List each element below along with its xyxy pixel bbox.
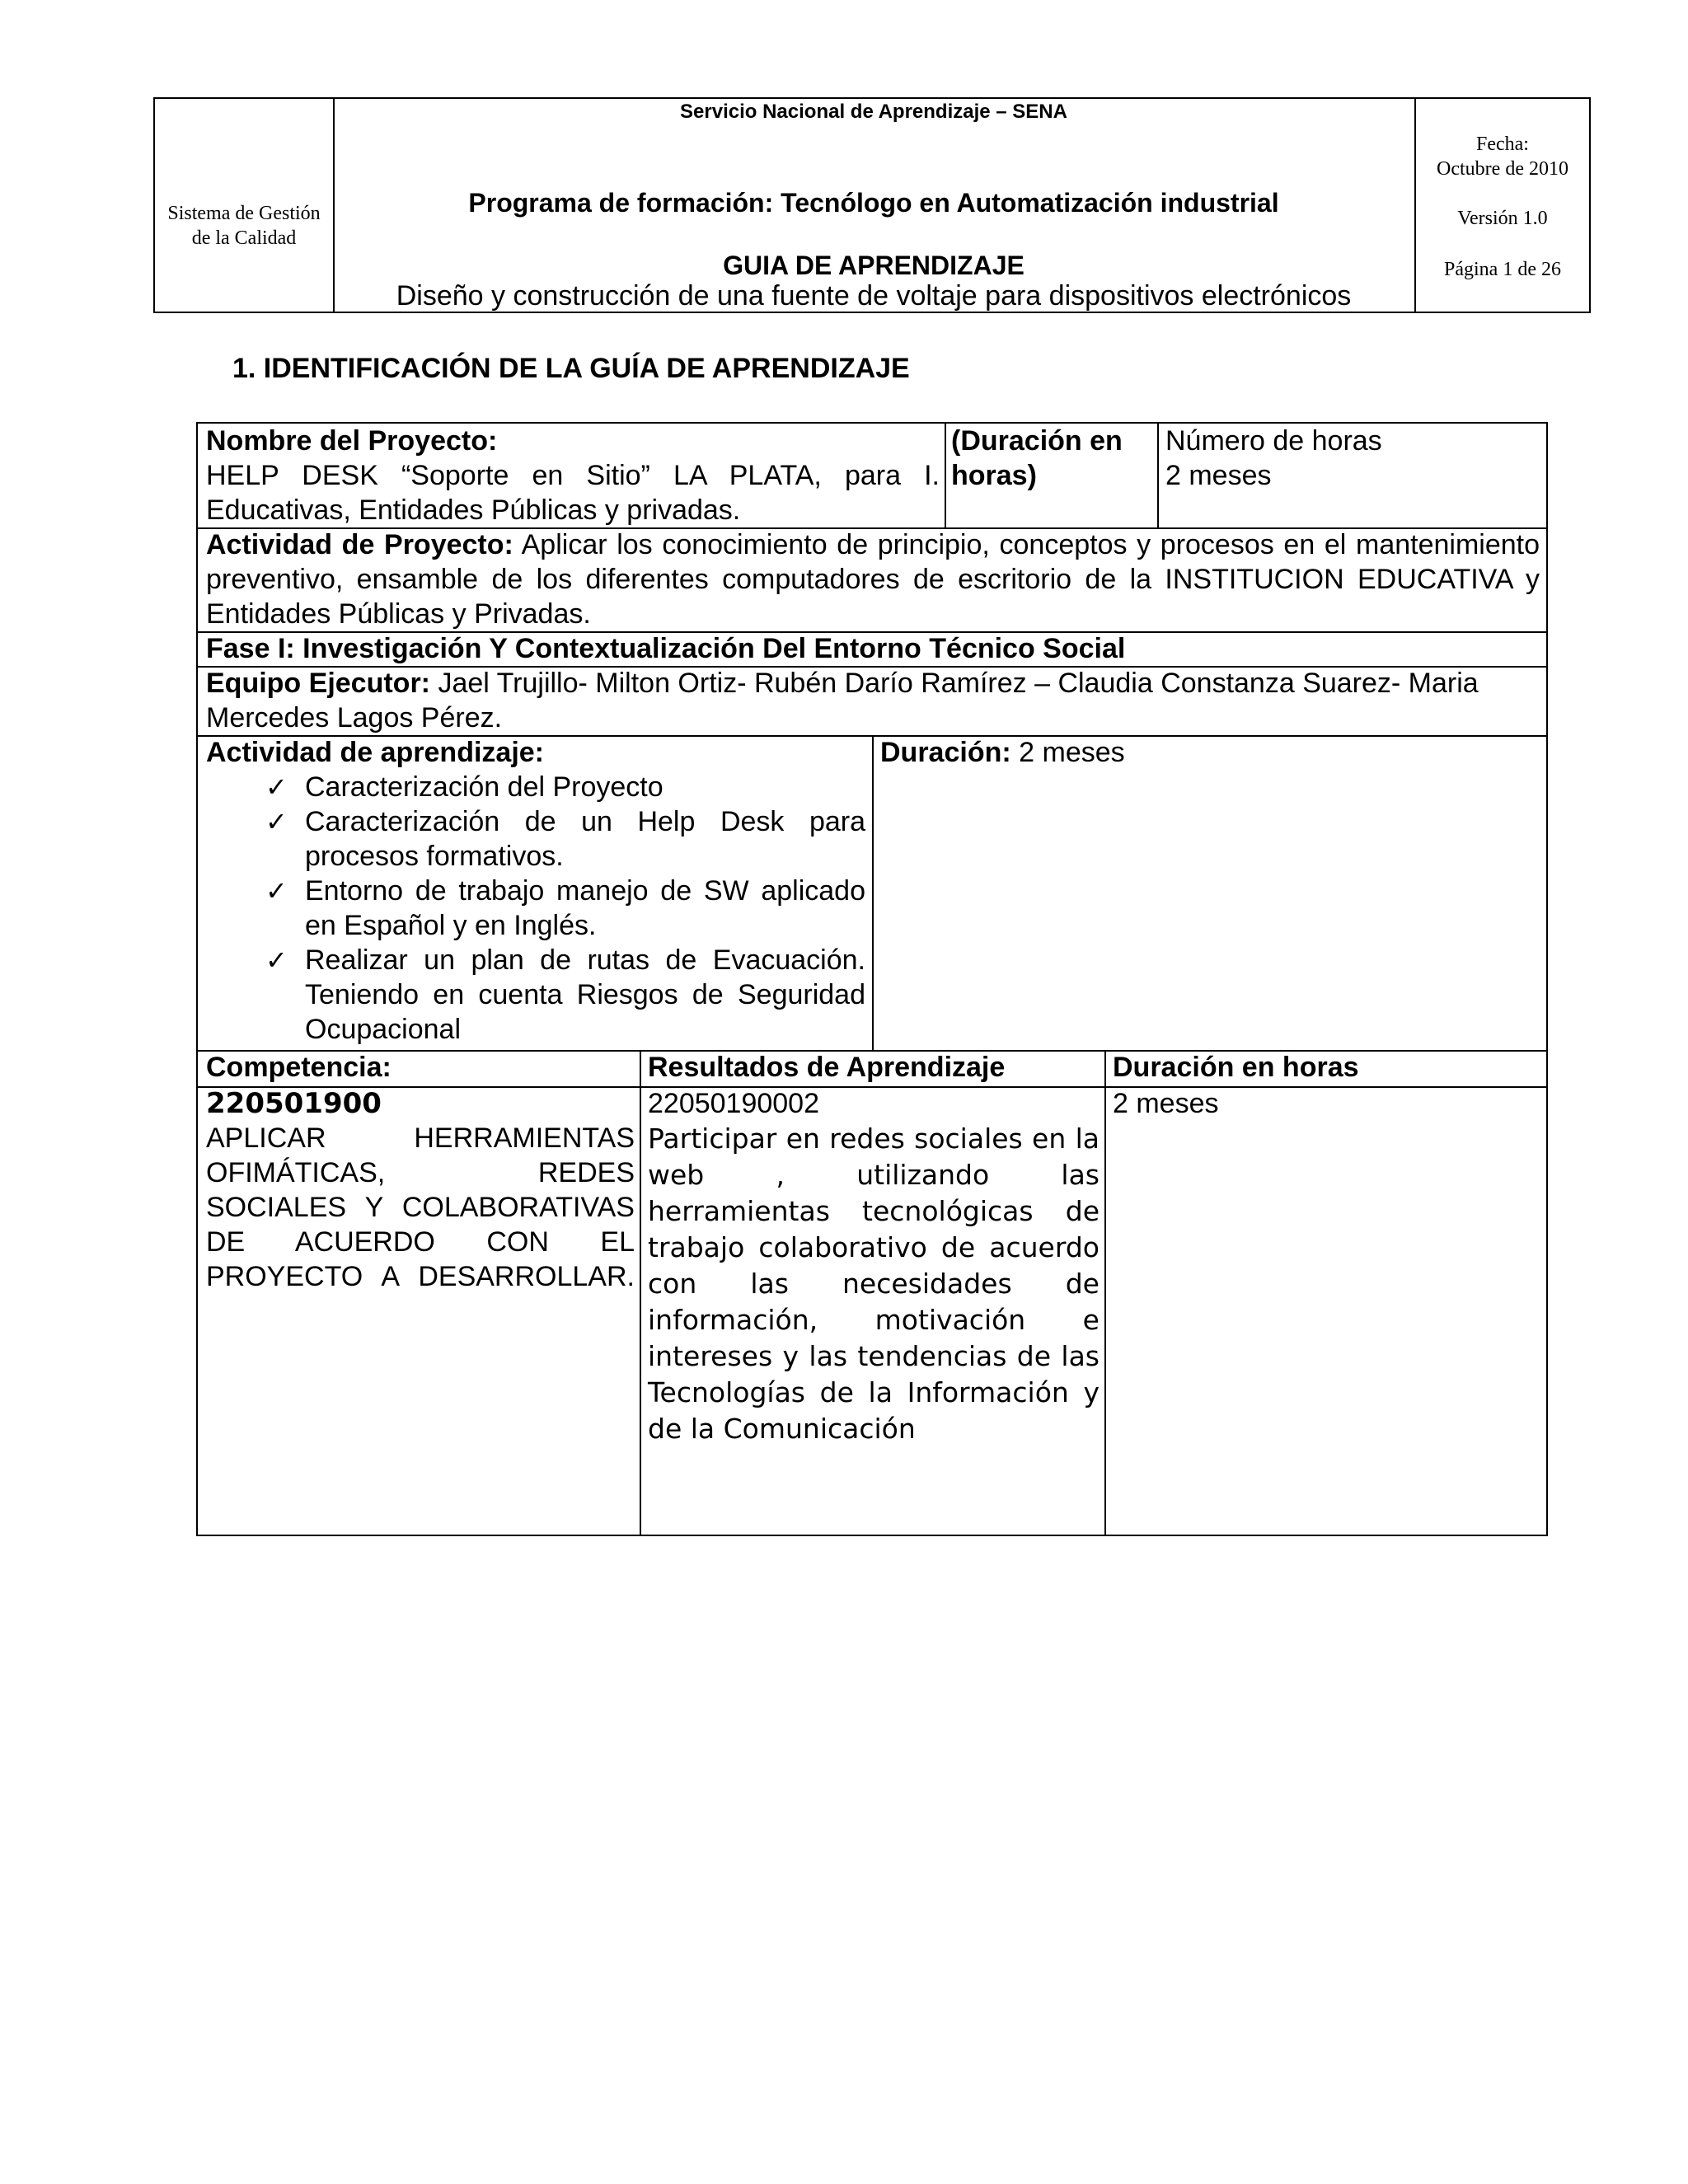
program-title: Programa de formación: Tecnólogo en Automatización industrial (468, 188, 1279, 218)
learning-duration-cell (880, 735, 1540, 770)
competence-hours: 2 meses (1113, 1088, 1219, 1119)
team-cell (206, 666, 1540, 735)
list-item (206, 770, 865, 804)
duration-hours-label: (Duración en horas) (951, 425, 1123, 491)
hours-header: Duración en horas (1113, 1052, 1359, 1083)
project-name-value: HELP DESK “Soporte en Sitio” LA PLATA, para I. Educativas, Entidades Públicas y privadas. (206, 460, 940, 526)
phase-title: Fase I: Investigación Y Contextualización Del Entorno Técnico Social (206, 633, 1126, 664)
date-value: Octubre de 2010 (1437, 158, 1568, 180)
version-label: Versión 1.0 (1457, 208, 1548, 229)
check-icon: ✓ (265, 771, 288, 803)
list-item-text: Realizar un plan de rutas de Evacuación. Teniendo en cuenta Riesgos de Seguridad Ocupacional (305, 944, 865, 1045)
institution-name: Servicio Nacional de Aprendizaje – SENA (680, 101, 1067, 123)
competence-text: APLICAR HERRAMIENTAS OFIMÁTICAS, REDES SOCIALES Y COLABORATIVAS DE ACUERDO CON EL PROYECTO A DESARROLLAR. (206, 1122, 635, 1292)
document-header (153, 97, 1591, 313)
quality-system-line2: de la Calidad (191, 227, 297, 249)
learning-duration-value: 2 meses (1019, 737, 1125, 768)
competence-cell (206, 1086, 635, 1294)
learning-activity-label: Actividad de aprendizaje: (206, 737, 544, 768)
result-text: Participar en redes sociales en la web , utilizando las herramientas tecnológicas de trabajo colaborativo de acuerdo con las necesidades de información, motivación e intereses y las tendencias de las Tecnologías de la Información y de la Comunicación (648, 1122, 1100, 1445)
hours-value: 2 meses (1165, 460, 1272, 491)
results-header: Resultados de Aprendizaje (648, 1052, 1006, 1083)
date-label: Fecha: (1476, 134, 1529, 155)
identification-table (196, 422, 1548, 1536)
result-code: 22050190002 (648, 1088, 820, 1119)
project-activity-value: Aplicar los conocimiento de principio, conceptos y procesos en el mantenimiento preventivo, ensamble de los diferentes computadores de escritorio de la INSTITUCION EDUCATIVA y Entidades Públicas y Privadas. (206, 529, 1540, 630)
quality-system-cell (155, 99, 335, 312)
title-cell (333, 99, 1414, 312)
team-label: Equipo Ejecutor: (206, 668, 430, 699)
document-meta-cell (1414, 99, 1589, 312)
hours-cell (1165, 424, 1536, 493)
check-icon: ✓ (265, 875, 288, 907)
guide-label: GUIA DE APRENDIZAJE (723, 251, 1025, 280)
list-item-text: Caracterización de un Help Desk para procesos formativos. (305, 806, 865, 872)
list-item-text: Entorno de trabajo manejo de SW aplicado en Español y en Inglés. (305, 875, 865, 941)
team-value: Jael Trujillo- Milton Ortiz- Rubén Darío Ramírez – Claudia Constanza Suarez- Maria Mercedes Lagos Pérez. (206, 668, 1479, 733)
project-activity-label: Actividad de Proyecto: (206, 529, 513, 560)
col-divider (1157, 424, 1159, 527)
list-item-text: Caracterización del Proyecto (305, 771, 663, 803)
check-icon: ✓ (265, 944, 288, 976)
competence-code: 220501900 (206, 1087, 382, 1120)
quality-system-line1: Sistema de Gestión (167, 203, 321, 224)
col-divider (872, 735, 874, 1050)
section-title: 1. IDENTIFICACIÓN DE LA GUÍA DE APRENDIZAJE (232, 353, 910, 384)
learning-activity-list (206, 770, 865, 1047)
col-divider (945, 424, 946, 527)
col-divider (640, 1050, 641, 1535)
list-item (206, 943, 865, 1047)
page-number: Página 1 de 26 (1444, 259, 1561, 280)
project-name-cell (206, 424, 940, 527)
learning-activity-cell (206, 735, 865, 1047)
list-item (206, 874, 865, 943)
project-activity-cell (206, 527, 1540, 631)
competence-header: Competencia: (206, 1052, 392, 1083)
result-cell (648, 1086, 1100, 1447)
learning-duration-label: Duración: (880, 737, 1011, 768)
guide-subtitle: Diseño y construcción de una fuente de voltaje para dispositivos electrónicos (396, 280, 1352, 312)
check-icon: ✓ (265, 806, 288, 837)
col-divider (1104, 1050, 1106, 1535)
hours-label: Número de horas (1165, 425, 1382, 457)
project-name-label: Nombre del Proyecto: (206, 425, 498, 457)
list-item (206, 804, 865, 874)
